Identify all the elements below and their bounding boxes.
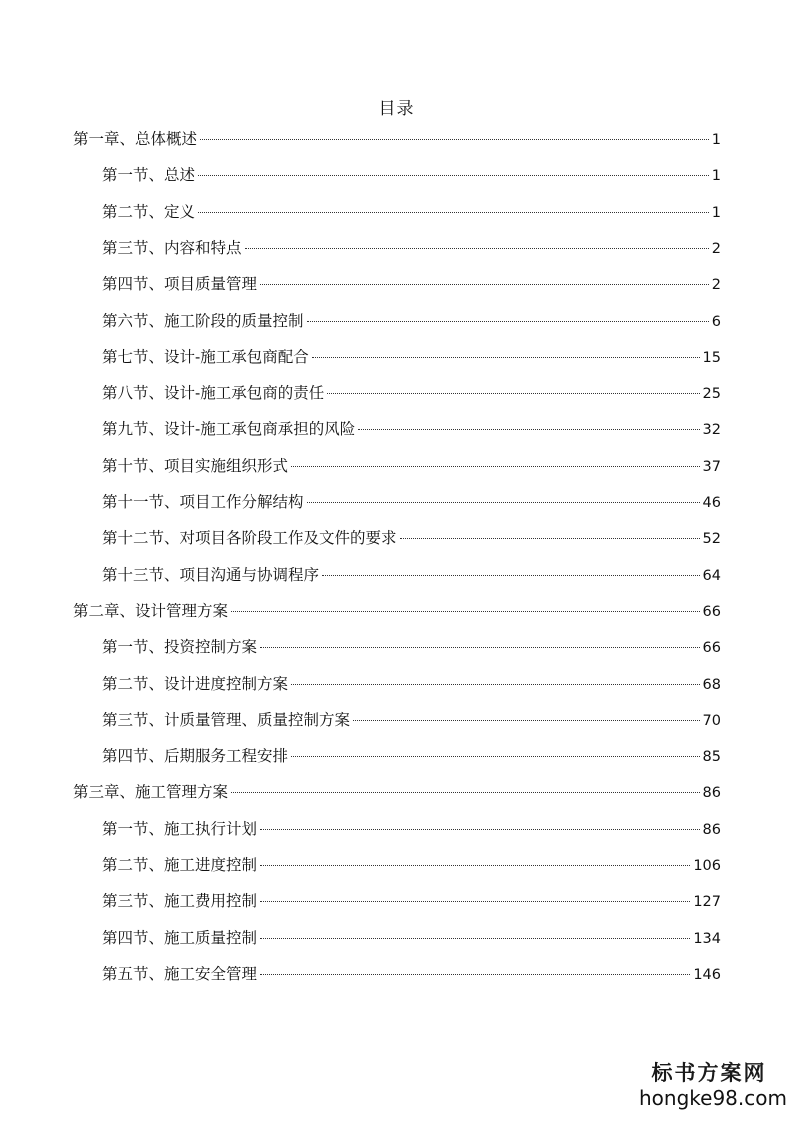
toc-entry[interactable] [102, 236, 721, 260]
toc-entry[interactable] [102, 635, 721, 659]
toc-entry-title: 第九节、设计-施工承包商承担的风险 [102, 420, 356, 439]
toc-entry[interactable] [102, 200, 721, 224]
toc-entry[interactable] [102, 272, 721, 296]
watermark-name: 标书方案网 [651, 1060, 767, 1085]
toc-dot-leader [358, 429, 699, 430]
toc-entry-page-number: 106 [693, 858, 721, 874]
toc-entry[interactable] [102, 490, 721, 514]
toc-entry-title: 第十三节、项目沟通与协调程序 [102, 565, 320, 584]
toc-entry-page-number: 86 [702, 785, 721, 802]
toc-entry-page-number: 85 [702, 749, 721, 766]
toc-entry-title: 第一节、总述 [102, 166, 196, 185]
toc-entry-title: 第三节、计质量管理、质量控制方案 [102, 710, 351, 729]
toc-entry-title: 第二节、施工进度控制 [102, 856, 258, 874]
toc-dot-leader [198, 175, 709, 176]
toc-entry-page-number: 15 [702, 349, 721, 366]
toc-entry[interactable] [73, 599, 721, 623]
toc-dot-leader [307, 502, 700, 503]
toc-entry-page-number: 52 [702, 531, 721, 548]
watermark-logo [639, 1060, 787, 1110]
toc-entry[interactable] [102, 853, 721, 877]
toc-entry-page-number: 146 [693, 966, 721, 983]
toc-entry-title: 第五节、施工安全管理 [102, 964, 258, 983]
toc-entry-page-number: 32 [702, 422, 721, 439]
toc-dot-leader [307, 321, 709, 322]
toc-entry[interactable] [102, 962, 721, 986]
toc-entry-title: 第二章、设计管理方案 [73, 601, 229, 620]
toc-entry[interactable] [102, 708, 721, 732]
toc-dot-leader [353, 720, 700, 721]
toc-entry[interactable] [102, 163, 721, 187]
watermark-url: hongke98.com [639, 1086, 787, 1110]
toc-entry[interactable] [102, 526, 721, 550]
toc-dot-leader [291, 466, 700, 467]
toc-entry-page-number: 2 [711, 277, 721, 294]
toc-entry-page-number: 1 [711, 204, 721, 221]
toc-entry-title: 第四节、项目质量管理 [102, 275, 258, 294]
toc-entry-title: 第二节、定义 [102, 202, 196, 221]
toc-entry-page-number: 37 [702, 458, 721, 475]
toc-entry-title: 第四节、施工质量控制 [102, 928, 258, 947]
toc-dot-leader [260, 647, 700, 648]
toc-entry[interactable] [102, 744, 721, 768]
toc-entry-title: 第四节、后期服务工程安排 [102, 747, 289, 766]
toc-entry[interactable] [102, 817, 721, 841]
toc-dot-leader [200, 139, 709, 140]
toc-entry-title: 第八节、设计-施工承包商的责任 [102, 384, 325, 403]
toc-dot-leader [260, 938, 690, 939]
toc-entry[interactable] [102, 417, 721, 441]
toc-entry-title: 第十一节、项目工作分解结构 [102, 493, 304, 511]
toc-dot-leader [231, 792, 700, 793]
toc-entry[interactable] [73, 127, 721, 151]
toc-entry-page-number: 70 [702, 712, 721, 729]
toc-entry[interactable] [102, 454, 721, 478]
toc-entry[interactable] [73, 780, 721, 804]
toc-entry[interactable] [102, 309, 721, 333]
toc-entry[interactable] [102, 345, 721, 369]
toc-entry-title: 第三节、内容和特点 [102, 238, 242, 257]
toc-entry[interactable] [102, 381, 721, 405]
toc-dot-leader [198, 212, 709, 213]
toc-entry[interactable] [102, 889, 721, 913]
toc-dot-leader [260, 829, 700, 830]
toc-entry-title: 第十节、项目实施组织形式 [102, 456, 289, 475]
toc-dot-leader [327, 393, 699, 394]
toc-entry-page-number: 1 [711, 168, 721, 185]
toc-entry[interactable] [102, 672, 721, 696]
toc-dot-leader [231, 611, 700, 612]
toc-entry-title: 第三节、施工费用控制 [102, 892, 258, 911]
toc-entry-page-number: 25 [702, 386, 721, 403]
toc-dot-leader [260, 865, 690, 866]
toc-entry-title: 第一章、总体概述 [73, 130, 198, 148]
toc-entry-page-number: 68 [702, 676, 721, 693]
toc-dot-leader [245, 248, 709, 249]
toc-dot-leader [291, 684, 700, 685]
toc-entry-page-number: 46 [702, 495, 721, 511]
toc-entry[interactable] [102, 563, 721, 587]
toc-entry-page-number: 6 [711, 313, 721, 330]
toc-dot-leader [260, 284, 709, 285]
toc-entry-page-number: 86 [702, 821, 721, 838]
toc-dot-leader [322, 575, 700, 576]
toc-entry-title: 第三章、施工管理方案 [73, 783, 229, 802]
toc-entry-page-number: 2 [711, 240, 721, 257]
toc-dot-leader [400, 538, 700, 539]
toc-dot-leader [291, 756, 700, 757]
toc-dot-leader [260, 974, 690, 975]
toc-entry[interactable] [102, 926, 721, 950]
toc-entry-title: 第七节、设计-施工承包商配合 [102, 347, 309, 366]
toc-dot-leader [312, 357, 700, 358]
page-title: 目录 [378, 99, 415, 119]
toc-entry-title: 第一节、施工执行计划 [102, 819, 258, 838]
toc-entry-page-number: 1 [711, 132, 721, 148]
toc-entry-title: 第二节、设计进度控制方案 [102, 674, 289, 693]
toc-entry-title: 第十二节、对项目各阶段工作及文件的要求 [102, 529, 397, 548]
toc-entry-title: 第六节、施工阶段的质量控制 [102, 311, 304, 330]
toc-entry-title: 第一节、投资控制方案 [102, 638, 258, 657]
toc-entry-page-number: 66 [702, 603, 721, 620]
toc-dot-leader [260, 901, 690, 902]
toc-entry-page-number: 64 [702, 567, 721, 584]
toc-entry-page-number: 127 [693, 894, 721, 911]
toc-entry-page-number: 66 [702, 640, 721, 657]
toc-entry-page-number: 134 [693, 930, 721, 947]
